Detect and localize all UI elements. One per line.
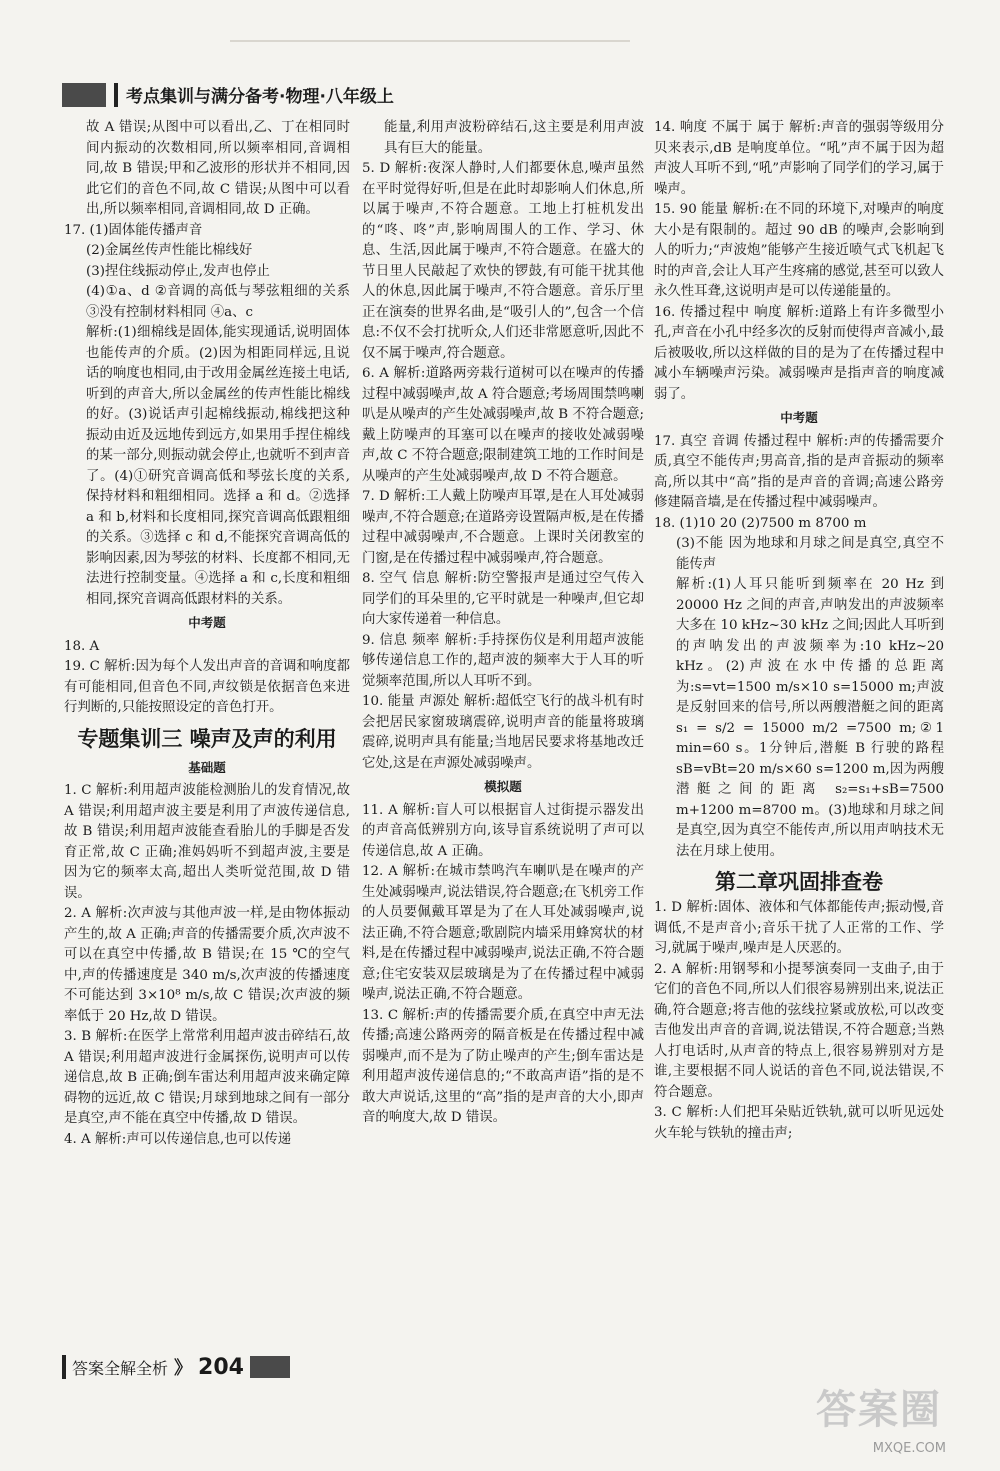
answer-paragraph: 13. C 解析:声的传播需要介质,在真空中声无法传播;高速公路两旁的隔音板是在传播过程中减弱噪声,而不是为了防止噪声的产生;倒车雷达是利用超声波传递信息的;“不敢高声语”指的是不敢大声说话,这里的“高”指的是声音的大小,即声音的响度大,故 D 错误。 (362, 1007, 644, 1125)
answer-paragraph: 解析:(1)人耳只能听到频率在 20 Hz 到 20000 Hz 之间的声音,声呐发出的声波频率大多在 10 kHz~30 kHz 之间;因此人耳听到的声呐发出的声波频率为:10 kHz~20 kHz。(2)声波在水中传播的总距离为:s=vt=1500 m/s×10 s=15000 m;声波是反射回来的信号,所以两艘潜艇之间的距离 s₁ = s/2 = 15000 m/2 =7500 m;②1 min=60 s。1分钟后,潜艇 B 行驶的路程 sB=vBt=20 m/s×60 s=1200 m,因为两艘潜艇之间的距离 s₂=s₁+sB=7500 m+1200 m=8700 m。(3)地球和月球之间是真空,因为真空不能传声,所以用声呐技术无法在月球上使用。 (676, 577, 944, 859)
answer-paragraph: 10. 能量 声源处 解析:超低空飞行的战斗机有时会把居民家窗玻璃震碎,说明声音的能量将玻璃震碎,说明声具有能量;当地居民要求将基地改迁它处,这是在声源处减弱噪声。 (362, 694, 644, 771)
column-1 (64, 118, 350, 1150)
answer-paragraph: 18. A (64, 638, 100, 654)
subsection-heading: 模拟题 (484, 779, 522, 794)
answer-paragraph: 故 A 错误;从图中可以看出,乙、丁在相同时间内振动的次数相同,所以频率相同,音调相同,故 B 错误;甲和乙波形的形状并不相同,因此它们的音色不同,故 C 错误;从图中可以看出,所以频率相同,音调相同,故 D 正确。 (86, 120, 350, 217)
section-heading: 专题集训三 噪声及声的利用 (77, 726, 337, 751)
top-divider (230, 40, 630, 42)
column-2 (362, 118, 644, 1129)
subsection-heading: 中考题 (188, 615, 226, 630)
answer-paragraph: 17. (1)固体能传播声音 (64, 222, 203, 238)
answer-paragraph: 2. A 解析:用钢琴和小提琴演奏同一支曲子,由于它们的音色不同,所以人们很容易辨别出来,说法正确,符合题意;将吉他的弦线拉紧或放松,可以改变吉他发出声音的音调,说法错误,不符合题意;当熟人打电话时,从声音的特点上,很容易辨别对方是谁,主要根据不同人说话的音色不同,说法错误,不符合题意。 (654, 961, 944, 1100)
answer-paragraph: 11. A 解析:盲人可以根据盲人过街提示器发出的声音高低辨别方向,该导盲系统说明了声可以传递信息,故 A 正确。 (362, 802, 644, 859)
footer-arrows: 》 (174, 1358, 193, 1379)
answer-paragraph: 17. 真空 音调 传播过程中 解析:声的传播需要介质,真空不能传声;男高音,指的是声音振动的频率高,所以其中“高”指的是声音的音调;高速公路旁修建隔音墙,是在传播过程中减弱噪声。 (654, 433, 944, 510)
answer-paragraph: 1. C 解析:利用超声波能检测胎儿的发育情况,故 A 错误;利用超声波主要是利用了声波传递信息,故 B 错误;利用超声波能查看胎儿的手脚是否发育正常,故 C 正确;准妈妈听不到超声波,主要是因为它的频率太高,超出人类听觉范围,故 D 错误。 (64, 783, 350, 901)
footer-label: 答案全解全析 (72, 1358, 169, 1378)
watermark-logo: 答案圈 (816, 1387, 942, 1433)
answer-paragraph: 12. A 解析:在城市禁鸣汽车喇叭是在噪声的产生处减弱噪声,说法错误,符合题意;在飞机旁工作的人员要佩戴耳罩是为了在人耳处减弱噪声,说法正确,不符合题意;歌剧院内墙采用蜂窝状的材料,是在传播过程中减弱噪声,说法正确,不符合题意;住宅安装双层玻璃是为了在传播过程中减弱噪声,说法正确,不符合题意。 (362, 864, 644, 1002)
answer-paragraph: 解析:(1)细棉线是固体,能实现通话,说明固体也能传声的介质。(2)因为相距同样远,且说话的响度也相同,由于改用金属丝连接土电话,听到的声音大,所以金属丝的传声性能比棉线的好。(3)说话声引起棉线振动,棉线把这种振动由近及远地传到远方,如果用手捏住棉线的某一部分,则振动就会停止,也就听不到声音了。(4)①研究音调高低和琴弦长度的关系,保持材料和粗细相同。选择 a 和 d。②选择 a 和 b,材料和长度相同,探究音调高低跟粗细的关系。③选择 c 和 d,不能探究音调高低的影响因素,因为琴弦的材料、长度都不相同,无法进行控制变量。④选择 a 和 c,长度和粗细相同,探究音调高低跟材料的关系。 (86, 325, 350, 607)
footer-bar (62, 1355, 66, 1379)
answer-paragraph: 5. D 解析:夜深人静时,人们都要休息,噪声虽然在平时觉得好听,但是在此时却影响人们休息,所以属于噪声,不符合题意。工地上打桩机发出的“咚、咚”声,影响周围人的工作、学习、休息、生活,因此属于噪声,不符合题意。在盛大的节日里人民敲起了欢快的锣鼓,有可能干扰其他人的休息,因此属于噪声,不符合题意。音乐厅里正在演奏的世界名曲,是“吸引人的”,包含一个信息:不仅不会打扰听众,人们还非常愿意听,因此不仅不属于噪声,符合题意。 (362, 161, 644, 361)
watermark-url: MXQE.COM (872, 1441, 946, 1456)
answer-paragraph: 8. 空气 信息 解析:防空警报声是通过空气传入同学们的耳朵里的,它平时就是一种噪声,但它却向大家传递着一种信息。 (362, 571, 644, 627)
answer-paragraph: 19. C 解析:因为每个人发出声音的音调和响度都有可能相同,但音色不同,声纹锁是依据音色来进行判断的,只能按照设定的音色打开。 (64, 659, 350, 715)
answer-paragraph: 4. A 解析:声可以传递信息,也可以传递 (64, 1131, 292, 1147)
watermark (790, 1378, 972, 1462)
section-heading: 第二章巩固排查卷 (715, 870, 883, 894)
answer-paragraph: (3)捏住线振动停止,发声也停止 (86, 263, 270, 279)
answer-paragraph: 7. D 解析:工人戴上防噪声耳罩,是在人耳处减弱噪声,不符合题意;在道路旁设置隔声板,是在传播过程中减弱噪声,不合题意。上课时关闭教室的门窗,是在传播过程中减弱噪声,符合题意。 (362, 489, 644, 566)
subsection-heading: 基础题 (188, 759, 226, 775)
answer-paragraph: (2)金属丝传声性能比棉线好 (86, 243, 253, 258)
page-number: 204 (198, 1354, 244, 1380)
header-block (62, 83, 106, 107)
running-header (62, 82, 394, 107)
answer-paragraph: 9. 信息 频率 解析:手持探伤仪是利用超声波能够传递信息工作的,超声波的频率大于人耳的听觉频率范围,所以人耳听不到。 (362, 632, 644, 689)
answer-paragraph: 3. C 解析:人们把耳朵贴近铁轨,就可以听见远处火车轮与铁轨的撞击声; (654, 1105, 944, 1141)
answer-paragraph: 18. (1)10 20 (2)7500 m 8700 m (654, 515, 867, 531)
answer-paragraph: 15. 90 能量 解析:在不同的环境下,对噪声的响度大小是有限制的。超过 90 dB 的噪声,会影响到人的听力;“声波炮”能够产生接近喷气式飞机起飞时的声音,会让人耳产生疼痛的感觉,甚至可以致人永久性耳聋,这说明声是可以传递能量的。 (654, 202, 944, 299)
header-bar (114, 83, 118, 107)
answer-paragraph: (3)不能 因为地球和月球之间是真空,真空不能传声 (676, 536, 944, 572)
answer-paragraph: 3. B 解析:在医学上常常利用超声波击碎结石,故 A 错误;利用超声波进行金属探伤,说明声可以传递信息,故 B 正确;倒车雷达利用超声波来确定障碍物的远近,故 C 错误;月球到地球之间有一部分是真空,声不能在真空中传播,故 D 错误。 (64, 1029, 350, 1126)
book-title: 考点集训与满分备考·物理·八年级上 (126, 87, 394, 107)
answer-paragraph: (4)①a、d ②音调的高低与琴弦粗细的关系 ③没有控制材料相同 ④a、c (86, 284, 350, 320)
answer-paragraph: 1. D 解析:固体、液体和气体都能传声;振动慢,音调低,不是声音小;音乐干扰了人正常的工作、学习,就属于噪声,噪声是人厌恶的。 (654, 900, 944, 956)
answer-paragraph: 16. 传播过程中 响度 解析:道路上有许多微型小孔,声音在小孔中经多次的反射而使得声音减小,最后被吸收,所以这样做的目的是为了在传播过程中减小车辆噪声污染。减弱噪声是指声音的响度减弱了。 (654, 304, 944, 402)
answer-paragraph: 能量,利用声波粉碎结石,这主要是利用声波具有巨大的能量。 (384, 120, 644, 156)
answer-paragraph: 2. A 解析:次声波与其他声波一样,是由物体振动产生的,故 A 正确;声音的传播需要介质,次声波不可以在真空中传播,故 B 错误;在 15 ℃的空气中,声的传播速度是 340 m/s,次声波的传播速度不可能达到 3×10⁸ m/s,故 C 错误;次声波的频率低于 20 Hz,故 D 错误。 (64, 906, 350, 1024)
subsection-heading: 中考题 (780, 410, 818, 425)
answer-paragraph: 14. 响度 不属于 属于 解析:声音的强弱等级用分贝来表示,dB 是响度单位。“吼”声不属于因为超声波人耳听不到,“吼”声影响了同学们的学习,属于噪声。 (654, 120, 945, 197)
column-3 (654, 118, 944, 1144)
answer-paragraph: 6. A 解析:道路两旁栽行道树可以在噪声的传播过程中减弱噪声,故 A 符合题意;考场周围禁鸣喇叭是从噪声的产生处减弱噪声,故 B 不符合题意;戴上防噪声的耳塞可以在噪声的接收处减弱噪声,故 C 不符合题意;限制建筑工地的工作时间是从噪声的产生处减弱噪声,故 D 不符合题意。 (362, 366, 644, 484)
page-footer (62, 1354, 290, 1380)
footer-block (250, 1356, 290, 1378)
